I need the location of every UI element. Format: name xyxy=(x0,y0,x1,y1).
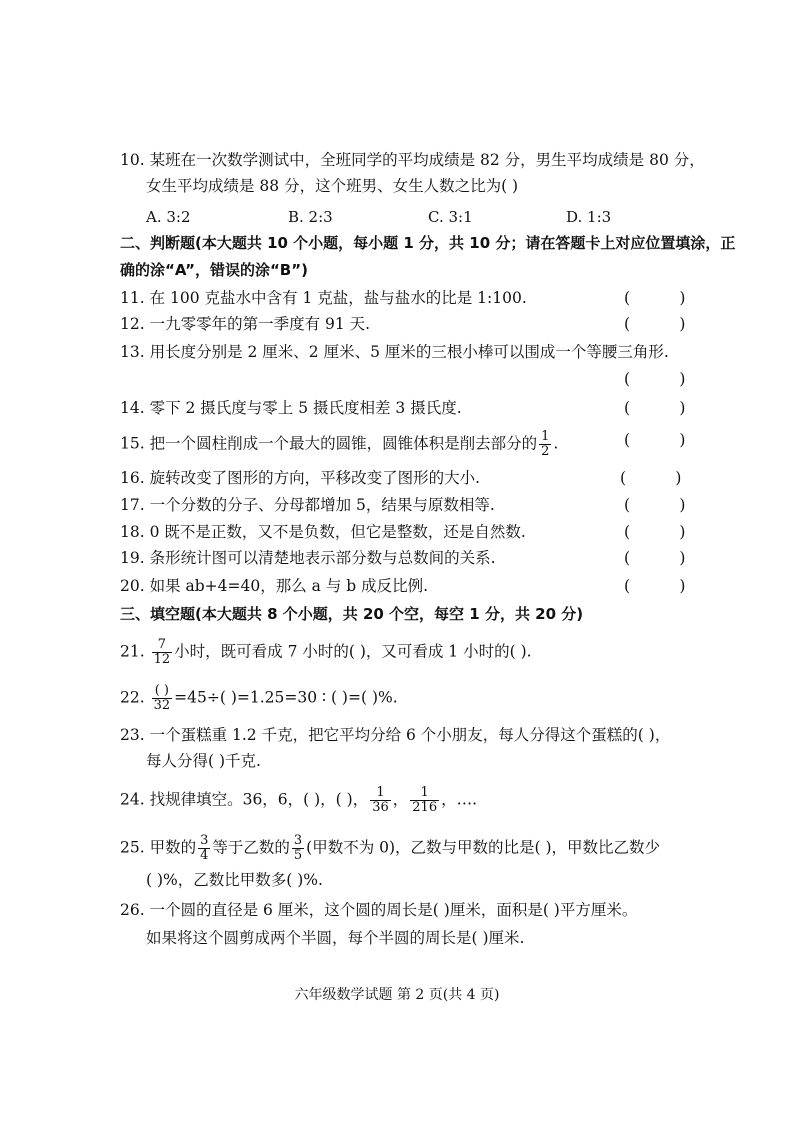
page-footer: 六年级数学试题 第 2 页(共 4 页) xyxy=(294,987,500,1003)
q22-number: 22. xyxy=(120,688,145,707)
q23-line2: 每人分得( )千克. xyxy=(146,752,261,770)
q22 xyxy=(120,684,398,713)
q25-part-c: (甲数不为 0)，乙数与甲数的比是( )，甲数比乙数少 xyxy=(306,838,661,857)
q13-answer-blank: ( ) xyxy=(624,370,686,388)
q12-answer-blank: ( ) xyxy=(624,315,686,333)
q13-statement: 13. 用长度分别是 2 厘米、2 厘米、5 厘米的三根小棒可以围成一个等腰三角形. xyxy=(120,343,669,361)
q24-f1-num: 1 xyxy=(370,786,391,801)
q24-f2-num: 1 xyxy=(410,786,439,801)
q24-fraction-1 xyxy=(370,786,391,815)
q26-line2: 如果将这个圆剪成两个半圆，每个半圆的周长是( )厘米. xyxy=(146,929,525,947)
q12-statement: 12. 一九零零年的第一季度有 91 天. xyxy=(120,315,371,333)
q11-answer-blank: ( ) xyxy=(624,289,686,307)
q15-text: 15. 把一个圆柱削成一个最大的圆锥，圆锥体积是削去部分的 xyxy=(120,434,538,453)
q22-fraction xyxy=(152,684,173,713)
q18-answer-blank: ( ) xyxy=(624,523,686,541)
q23-line1: 23. 一个蛋糕重 1.2 千克，把它平均分给 6 个小朋友，每人分得这个蛋糕的( )， xyxy=(120,726,671,744)
q10-line1: 10. 某班在一次数学测试中，全班同学的平均成绩是 82 分，男生平均成绩是 80 分， xyxy=(120,151,705,169)
q20-statement: 20. 如果 ab+4=40，那么 a 与 b 成反比例. xyxy=(120,577,429,595)
q22-frac-den: 32 xyxy=(153,698,171,713)
q25-f1-den: 4 xyxy=(200,848,209,863)
q11-statement: 11. 在 100 克盐水中含有 1 克盐，盐与盐水的比是 1:100. xyxy=(120,289,527,307)
q16-statement: 16. 旋转改变了图形的方向，平移改变了图形的大小. xyxy=(120,469,481,487)
q10-option-b: B. 2:3 xyxy=(288,208,333,226)
q25-fraction-2 xyxy=(292,834,304,863)
q21-fraction xyxy=(152,638,173,667)
q15-statement: 15. 把一个圆柱削成一个最大的圆锥，圆锥体积是削去部分的 $\frac{1}{2}$ . xyxy=(120,429,559,459)
q21 xyxy=(120,638,532,667)
section3-heading: 三、填空题(本大题共 8 个小题，共 20 个空，每空 1 分，共 20 分) xyxy=(120,605,584,623)
q15-frac-den: 2 xyxy=(541,444,550,459)
q19-answer-blank: ( ) xyxy=(624,549,686,567)
q19-statement: 19. 条形统计图可以清楚地表示部分数与总数间的关系. xyxy=(120,549,496,567)
q16-answer-blank: ( ) xyxy=(620,469,682,487)
q25-line1 xyxy=(120,834,660,863)
q20-answer-blank: ( ) xyxy=(624,577,686,595)
q14-answer-blank: ( ) xyxy=(624,399,686,417)
section2-heading-line2: 确的涂“A”，错误的涂“B”) xyxy=(120,261,308,279)
q18-statement: 18. 0 既不是正数，又不是负数，但它是整数，还是自然数. xyxy=(120,523,526,541)
q10-option-d: D. 1:3 xyxy=(566,208,612,226)
q24-f2-den: 216 xyxy=(412,800,438,815)
q24-tail: ，…. xyxy=(441,790,478,809)
q10-line2: 女生平均成绩是 88 分，这个班男、女生人数之比为( ) xyxy=(146,177,519,195)
q22-text: =45÷( )=1.25=30 ∶ ( )=( )%. xyxy=(174,688,398,707)
q25-part-a: 25. 甲数的 xyxy=(120,838,197,857)
q21-text: 小时，既可看成 7 小时的( )，又可看成 1 小时的( ). xyxy=(174,642,532,661)
q15-answer-blank: ( ) xyxy=(624,431,686,449)
q15-frac-num: 1 xyxy=(541,429,550,444)
q14-statement: 14. 零下 2 摄氏度与零上 5 摄氏度相差 3 摄氏度. xyxy=(120,399,462,417)
section2-heading-line1: 二、判断题(本大题共 10 个小题，每小题 1 分，共 10 分；请在答题卡上对应位置填涂，正 xyxy=(120,234,736,252)
q25-f1-num: 3 xyxy=(200,833,209,848)
q24-text: 24. 找规律填空。36，6，( )，( )， xyxy=(120,790,369,809)
q10-option-a: A. 3:2 xyxy=(146,208,191,226)
q24-fraction-2 xyxy=(410,786,439,815)
q25-line2: ( )%，乙数比甲数多( )%. xyxy=(146,871,323,889)
q26-line1: 26. 一个圆的直径是 6 厘米，这个圆的周长是( )厘米，面积是( )平方厘米。 xyxy=(120,901,638,919)
q21-number: 21. xyxy=(120,642,145,661)
q25-fraction-1 xyxy=(198,834,210,863)
q25-f2-num: 3 xyxy=(293,833,303,848)
q17-answer-blank: ( ) xyxy=(624,496,686,514)
q25-f2-den: 5 xyxy=(293,848,303,863)
q22-frac-num: ( ) xyxy=(152,684,173,699)
q24: 24. 找规律填空。36，6，( )，( )， $\frac{1}{36}$ ， $\frac{1}{216}$ ，…. xyxy=(120,785,478,815)
q10-option-c: C. 3:1 xyxy=(428,208,473,226)
q15-fraction xyxy=(539,430,551,459)
q21-frac-den: 12 xyxy=(153,652,171,667)
q24-f1-den: 36 xyxy=(372,800,389,815)
q21-frac-num: 7 xyxy=(152,638,173,653)
q25-part-b: 等于乙数的 xyxy=(212,838,290,857)
q17-statement: 17. 一个分数的分子、分母都增加 5，结果与原数相等. xyxy=(120,496,495,514)
